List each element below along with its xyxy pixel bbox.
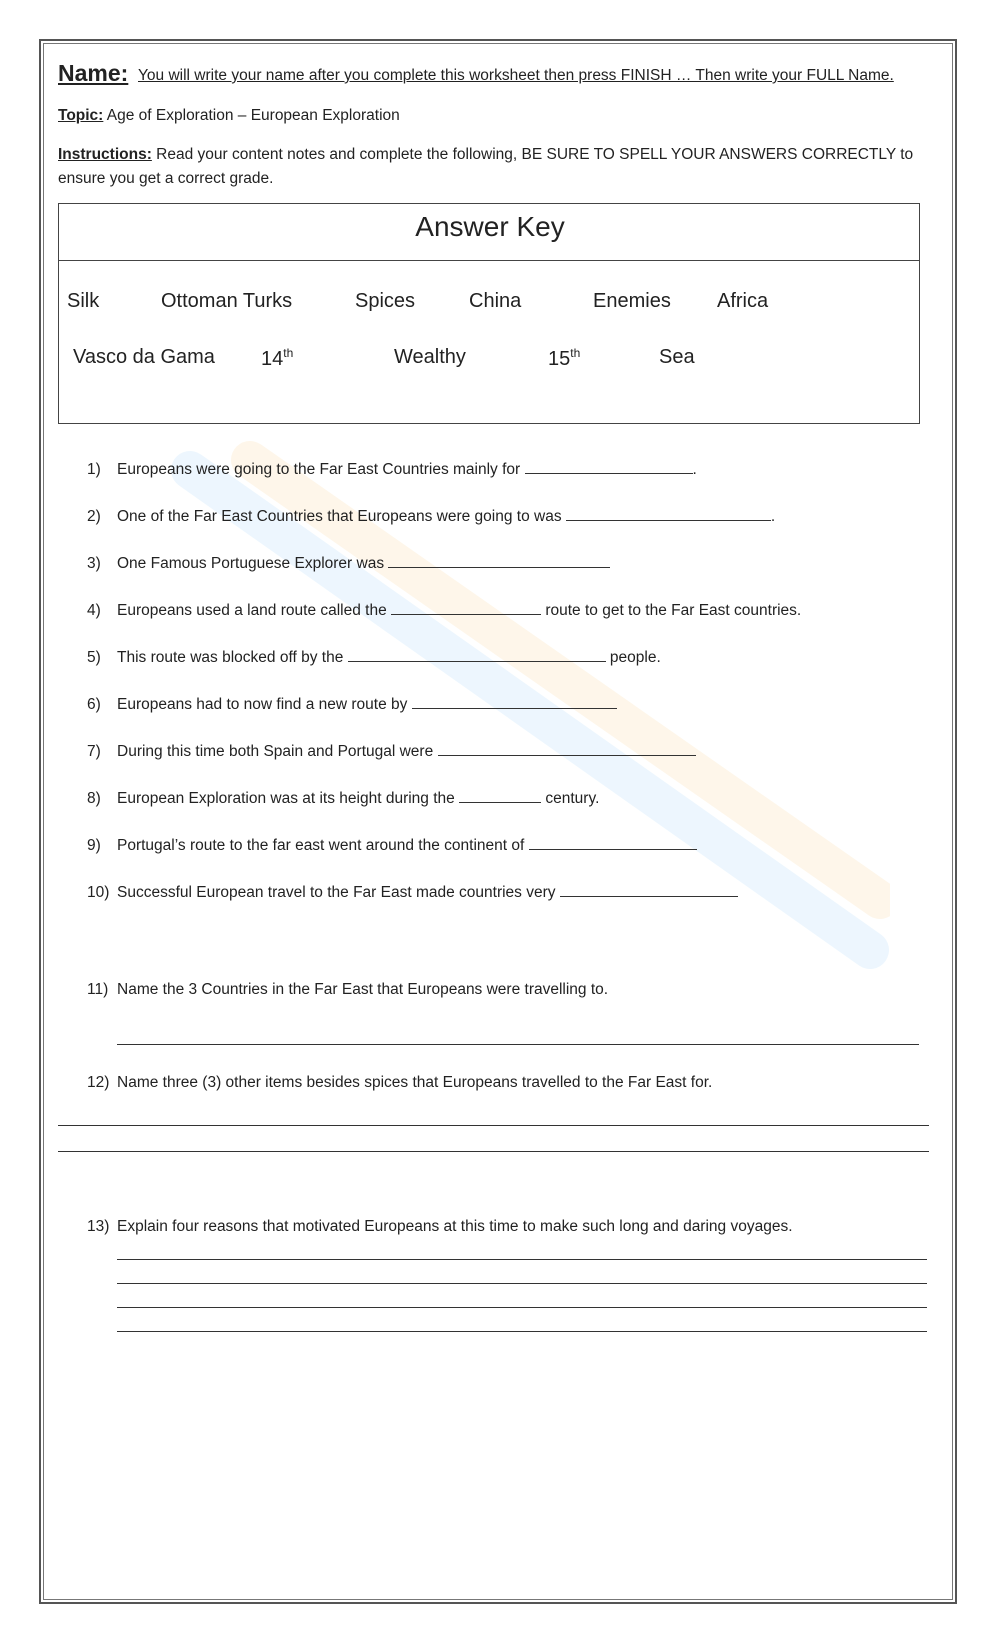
question-11 [87,981,608,999]
question-number: 11) [87,981,109,998]
answer-blank[interactable] [412,696,617,709]
answer-blank[interactable] [391,602,541,615]
question-number: 2) [87,508,101,525]
key-word: Ottoman Turks [161,290,293,312]
question-8 [87,790,599,808]
question-4 [87,602,801,620]
name-label: Name: [58,60,129,86]
key-word-suffix: th [283,346,294,360]
answer-blank[interactable] [388,555,610,568]
question-number: 1) [87,461,101,478]
question-number: 7) [87,743,101,760]
key-word: Vasco da Gama [73,346,215,368]
key-word [261,346,293,371]
question-text-after: . [770,508,776,525]
question-text: Europeans were going to the Far East Countries mainly for [117,461,525,478]
answer-blank[interactable] [566,508,771,521]
question-text: Europeans used a land route called the [117,602,392,619]
answer-blank[interactable] [348,649,606,662]
key-word [548,346,580,371]
instructions-label: Instructions: [58,146,152,163]
question-13 [87,1218,793,1236]
question-12 [87,1074,712,1092]
question-text: Successful European travel to the Far East made countries very [117,884,560,901]
question-text: Name three (3) other items besides spices that Europeans travelled to the Far East for. [117,1074,713,1091]
key-word-suffix: th [570,346,581,360]
instructions-paragraph [58,143,928,191]
key-word: Africa [717,290,769,312]
answer-blank[interactable] [459,790,541,803]
topic-label: Topic: [58,107,104,124]
question-5 [87,649,661,667]
question-10 [87,884,738,902]
question-text: Name the 3 Countries in the Far East that Europeans were travelling to. [117,981,609,998]
key-word-number: 15 [548,348,571,370]
question-text: European Exploration was at its height during the [117,790,460,807]
answer-line[interactable] [58,1125,929,1126]
answer-line[interactable] [117,1044,919,1045]
answer-blank[interactable] [560,884,738,897]
answer-line[interactable] [117,1283,927,1284]
answer-blank[interactable] [438,743,696,756]
question-number: 6) [87,696,101,713]
question-1 [87,461,697,479]
question-9 [87,837,697,855]
question-text: One Famous Portuguese Explorer was [117,555,389,572]
question-number: 9) [87,837,101,854]
question-3 [87,555,610,573]
key-word-number: 14 [261,348,284,370]
question-text: Explain four reasons that motivated Europeans at this time to make such long and daring voyages. [117,1218,793,1235]
question-text: Europeans had to now find a new route by [117,696,412,713]
key-word: Sea [659,346,695,368]
answer-line[interactable] [117,1259,927,1260]
instructions-text: Read your content notes and complete the following, BE SURE TO SPELL YOUR ANSWERS CORRECTLY to ensure you get a correct grade. [58,146,914,187]
question-number: 8) [87,790,101,807]
question-text-after: . [692,461,697,478]
question-number: 12) [87,1074,110,1091]
answer-blank[interactable] [525,461,693,474]
key-word: Wealthy [394,346,466,368]
topic-line [58,107,400,125]
answer-line[interactable] [58,1151,929,1152]
key-word: China [469,290,522,312]
question-6 [87,696,617,714]
key-word: Spices [355,290,416,312]
question-text: This route was blocked off by the [117,649,348,666]
question-number: 5) [87,649,101,666]
key-word: Silk [67,290,100,312]
question-text-after: people. [605,649,661,666]
answer-key-title: Answer Key [415,211,565,242]
question-text-after: route to get to the Far East countries. [541,602,802,619]
question-number: 13) [87,1218,110,1235]
answer-line[interactable] [117,1331,927,1332]
question-text: Portugal’s route to the far east went around the continent of [117,837,529,854]
key-word: Enemies [593,290,671,312]
question-number: 4) [87,602,101,619]
question-text: One of the Far East Countries that Europeans were going to was [117,508,566,525]
topic-text: Age of Exploration – European Exploration [103,107,400,124]
question-7 [87,743,696,761]
question-2 [87,508,775,526]
name-instruction: You will write your name after you complete this worksheet then press FINISH … Then write your FULL Name. [138,67,894,84]
question-text-after: century. [541,790,600,807]
question-text: During this time both Spain and Portugal were [117,743,438,760]
question-number: 10) [87,884,110,901]
question-number: 3) [87,555,101,572]
answer-key-box [58,203,920,424]
answer-blank[interactable] [529,837,697,850]
answer-key-divider [59,260,919,261]
answer-line[interactable] [117,1307,927,1308]
